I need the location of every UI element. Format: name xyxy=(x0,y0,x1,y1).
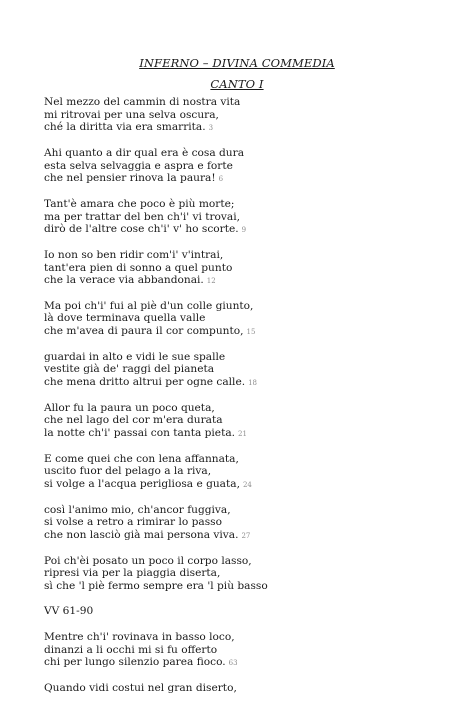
verse-line xyxy=(44,249,444,262)
poem-body xyxy=(44,96,444,707)
verse-text: che nel lago del cor m'era durata xyxy=(44,414,223,427)
verse-line xyxy=(44,198,444,211)
verse-text: esta selva selvaggia e aspra e forte xyxy=(44,159,233,172)
verse-text: che la verace via abbandonai. xyxy=(44,274,204,287)
verse-line xyxy=(44,516,444,529)
line-number: 3 xyxy=(208,124,214,133)
verse-text: che m'avea di paura il cor compunto, xyxy=(44,325,244,338)
line-number: 12 xyxy=(206,277,216,286)
verse-line xyxy=(44,644,444,657)
verse-line xyxy=(44,211,444,224)
verse-text: sì che 'l piè fermo sempre era 'l più basso xyxy=(44,579,268,592)
verse-line xyxy=(44,478,444,492)
verse-text: ripresi via per la piaggia diserta, xyxy=(44,567,221,580)
verse-line xyxy=(44,172,444,186)
verse-line xyxy=(44,363,444,376)
line-number: 63 xyxy=(228,659,238,668)
verse-text: E come quei che con lena affannata, xyxy=(44,452,239,465)
verse-text: dinanzi a li occhi mi si fu offerto xyxy=(44,643,218,656)
line-number: 21 xyxy=(238,430,247,438)
verse-line xyxy=(44,529,444,543)
verse-line xyxy=(44,414,444,427)
verse-text: Tant'è amara che poco è più morte; xyxy=(44,197,235,210)
stanza xyxy=(44,682,444,695)
verse-text: là dove terminava quella valle xyxy=(44,312,206,325)
line-number: 18 xyxy=(248,379,257,388)
verse-line xyxy=(44,580,444,593)
verse-line xyxy=(44,465,444,478)
stanza xyxy=(44,300,444,339)
verse-text: la notte ch'i' passai con tanta pieta. xyxy=(44,427,236,439)
stanza xyxy=(44,555,444,593)
verse-text: si volge a l'acqua perigliosa e guata, xyxy=(44,477,240,490)
line-number: 24 xyxy=(242,480,252,489)
stanza xyxy=(44,249,444,288)
verse-text: dirò de l'altre cose ch'i' v' ho scorte. xyxy=(44,223,239,236)
verse-text: tant'era pien di sonno a quel punto xyxy=(44,261,233,274)
verse-line xyxy=(44,147,444,160)
verse-text: che mena dritto altrui per ogne calle. xyxy=(44,376,246,389)
verse-line xyxy=(44,312,444,325)
stanza xyxy=(44,351,444,390)
verse-text: Io non so ben ridir com'i' v'intrai, xyxy=(44,248,224,261)
poem-part-2 xyxy=(44,631,444,695)
verse-line xyxy=(44,300,444,313)
verse-line xyxy=(44,376,444,390)
canto-title: CANTO I xyxy=(210,77,264,91)
verse-text: chi per lungo silenzio parea fioco. xyxy=(44,656,226,669)
verse-line xyxy=(44,325,444,339)
verse-line xyxy=(44,555,444,568)
verse-text: Nel mezzo del cammin di nostra vita xyxy=(44,96,241,108)
stanza xyxy=(44,402,444,441)
verse-text: Allor fu la paura un poco queta, xyxy=(44,401,215,414)
verse-text: così l'animo mio, ch'ancor fuggiva, xyxy=(44,503,231,516)
verse-line xyxy=(44,402,444,415)
verse-line xyxy=(44,109,444,122)
stanza xyxy=(44,198,444,237)
verse-text: vestite già de' raggi del pianeta xyxy=(44,363,215,376)
stanza xyxy=(44,147,444,186)
poem-part-1 xyxy=(44,96,444,593)
verse-line xyxy=(44,504,444,517)
line-number: 27 xyxy=(241,531,251,540)
verse-text: ma per trattar del ben ch'i' vi trovai, xyxy=(44,210,240,223)
verse-line xyxy=(44,427,444,441)
line-number: 6 xyxy=(218,175,224,184)
verse-line xyxy=(44,453,444,466)
verse-line xyxy=(44,223,444,237)
verse-text: che non lasciò già mai persona viva. xyxy=(44,528,239,541)
verse-text: Poi ch'èi posato un poco il corpo lasso, xyxy=(44,554,252,567)
document-title: INFERNO – DIVINA COMMEDIA xyxy=(139,56,335,70)
verse-text: Quando vidi costui nel gran diserto, xyxy=(44,682,237,695)
stanza xyxy=(44,504,444,543)
verse-text: Ma poi ch'i' fui al piè d'un colle giunto, xyxy=(44,299,254,312)
verse-line xyxy=(44,121,444,135)
verse-line xyxy=(44,567,444,580)
line-number: 15 xyxy=(246,328,256,337)
verse-line xyxy=(44,96,444,109)
verse-text: Mentre ch'i' rovinava in basso loco, xyxy=(44,631,235,644)
verse-text: Ahi quanto a dir qual era è cosa dura xyxy=(44,146,245,159)
line-number: 9 xyxy=(241,226,247,235)
stanza xyxy=(44,453,444,492)
verse-line xyxy=(44,274,444,288)
verse-line xyxy=(44,351,444,364)
verse-text: mi ritrovai per una selva oscura, xyxy=(44,108,219,121)
verse-text: uscito fuor del pelago a la riva, xyxy=(44,465,212,478)
verse-line xyxy=(44,262,444,275)
stanza xyxy=(44,96,444,135)
verse-text: guardai in alto e vidi le sue spalle xyxy=(44,350,226,363)
verse-text: ché la diritta via era smarrita. xyxy=(44,121,206,134)
stanza xyxy=(44,631,444,670)
verse-line xyxy=(44,160,444,173)
verse-line xyxy=(44,631,444,644)
verse-text: si volse a retro a rimirar lo passo xyxy=(44,516,222,529)
verse-line xyxy=(44,656,444,670)
verse-line xyxy=(44,682,444,695)
verse-text: che nel pensier rinova la paura! xyxy=(44,172,216,185)
section-heading: VV 61-90 xyxy=(44,604,94,617)
